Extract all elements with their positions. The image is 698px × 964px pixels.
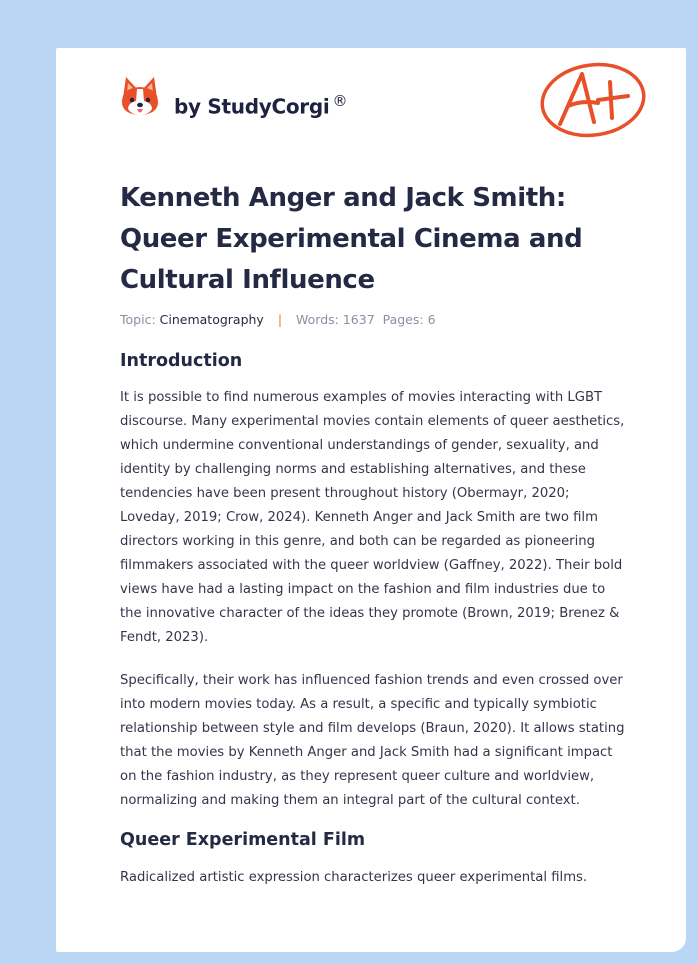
document-title: Kenneth Anger and Jack Smith: Queer Experimental Cinema and Cultural Influence [120,183,583,295]
paragraph: Radicalized artistic expression characterizes queer experimental films. [120,870,588,885]
section-heading-introduction: Introduction [120,351,243,371]
a-plus-grade-icon [538,60,648,140]
topic-link[interactable]: Cinematography [159,312,264,327]
document-body [120,351,630,890]
studycorgi-logo[interactable] [120,76,347,120]
document-page [56,48,686,952]
registered-mark: ® [332,91,348,110]
section-heading-queer-experimental-film: Queer Experimental Film [120,830,366,850]
page-count: Pages: 6 [382,312,436,327]
meta-separator: | [277,312,283,327]
brand-name [174,92,347,119]
corgi-logo-icon [120,76,160,120]
topic-label: Topic: [120,312,156,327]
paragraph: Specifically, their work has influenced fashion trends and even crossed over into modern movies today. As a result, a specific and typically symbiotic relationship between style and film develops (Braun, 2020). It allows stating that the movies by Kenneth Anger and Jack Smith had a significant impact on the fashion industry, as they represent queer culture and worldview, normalizing and making them an integral part of the cultural context. [120,673,625,808]
word-count: Words: 1637 [296,312,375,327]
brand-text: by StudyCorgi [174,94,330,119]
paragraph: It is possible to find numerous examples of movies interacting with LGBT discourse. Many experimental movies contain elements of queer aesthetics, which undermine conventional understandings of gender, sexuality, and identity by challenging norms and establishing alternatives, and these tendencies have been present throughout history (Obermayr, 2020; Loveday, 2019; Crow, 2024). Kenneth Anger and Jack Smith are two film directors working in this genre, and both can be regarded as pioneering filmmakers associated with the queer worldview (Gaffney, 2022). Their bold views have had a lasting impact on the fashion and film industries due to the innovative character of the ideas they promote (Brown, 2019; Brenez & Fendt, 2023). [120,390,625,645]
document-meta [120,312,436,327]
